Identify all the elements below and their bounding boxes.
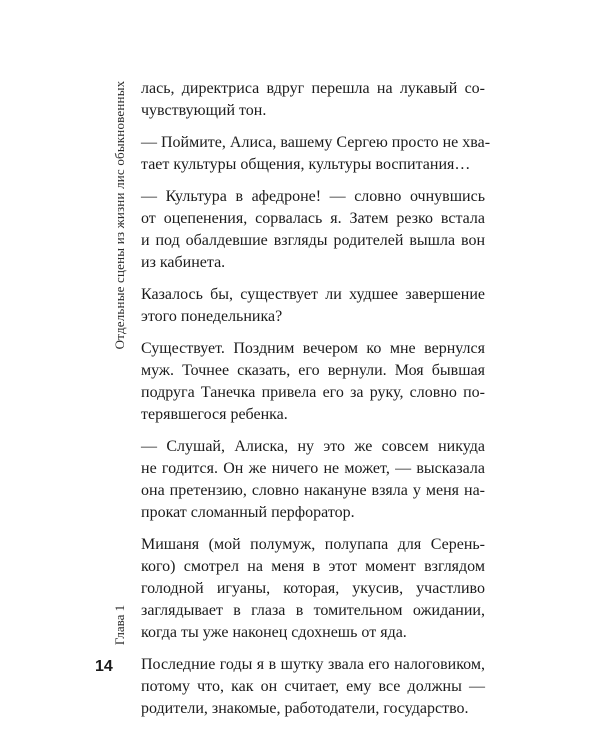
paragraph bbox=[141, 436, 485, 524]
text-line: кого) смотрел на меня в этот момент взглядом bbox=[141, 558, 485, 575]
paragraph bbox=[141, 338, 485, 426]
paragraph bbox=[141, 132, 491, 176]
text-line: заглядывает в глаза в томительном ожидании, bbox=[141, 602, 485, 619]
paragraph bbox=[141, 284, 485, 328]
text-line: — Культура в афедроне! — словно очнувшись bbox=[141, 188, 485, 205]
chapter-label: Глава 1 bbox=[112, 604, 127, 646]
body-text bbox=[141, 78, 491, 730]
paragraph bbox=[141, 534, 485, 644]
text-line: Казалось бы, существует ли худшее завершение bbox=[141, 286, 485, 303]
text-line: не годится. Он же ничего не может, — высказала bbox=[141, 460, 485, 477]
text-line: прокат сломанный перфоратор. bbox=[141, 504, 355, 521]
text-line: терявшегося ребенка. bbox=[141, 406, 288, 423]
text-line: этого понедельника? bbox=[141, 308, 283, 325]
text-line: тает культуры общения, культуры воспитания… bbox=[141, 156, 471, 173]
text-line: Мишаня (мой полумуж, полупапа для Серень- bbox=[141, 536, 485, 553]
text-line: муж. Точнее сказать, его вернули. Моя бывшая bbox=[141, 362, 485, 379]
text-line: родители, знакомые, работодатели, государство. bbox=[141, 700, 469, 717]
text-line: — Слушай, Алиска, ну это же совсем никуда bbox=[141, 438, 485, 455]
text-line: потому что, как он считает, ему все должны — bbox=[141, 678, 485, 695]
text-line: голодной игуаны, которая, укусив, участливо bbox=[141, 580, 485, 597]
text-line: когда ты уже наконец сдохнешь от яда. bbox=[141, 624, 407, 641]
text-line: из кабинета. bbox=[141, 254, 226, 271]
text-line: она претензию, словно накануне взяла у меня на- bbox=[141, 482, 485, 499]
running-head: Отдельные сцены из жизни лис обыкновенных bbox=[112, 80, 127, 350]
text-line: от оцепенения, сорвалась я. Затем резко встала bbox=[141, 210, 485, 227]
paragraph bbox=[141, 186, 485, 274]
text-line: Последние годы я в шутку звала его налоговиком, bbox=[141, 656, 485, 673]
text-line: и под обалдевшие взгляды родителей вышла вон bbox=[141, 232, 485, 249]
page-number: 14 bbox=[95, 658, 113, 675]
paragraph bbox=[141, 78, 485, 122]
text-line: — Поймите, Алиса, вашему Сергею просто не хва- bbox=[141, 134, 491, 151]
paragraph bbox=[141, 654, 485, 720]
text-line: чувствующий тон. bbox=[141, 102, 267, 119]
text-line: лась, директриса вдруг перешла на лукавый со- bbox=[141, 80, 485, 97]
text-line: подруга Танечка привела его за руку, словно по- bbox=[141, 384, 485, 401]
text-line: Существует. Поздним вечером ко мне вернулся bbox=[141, 340, 485, 357]
